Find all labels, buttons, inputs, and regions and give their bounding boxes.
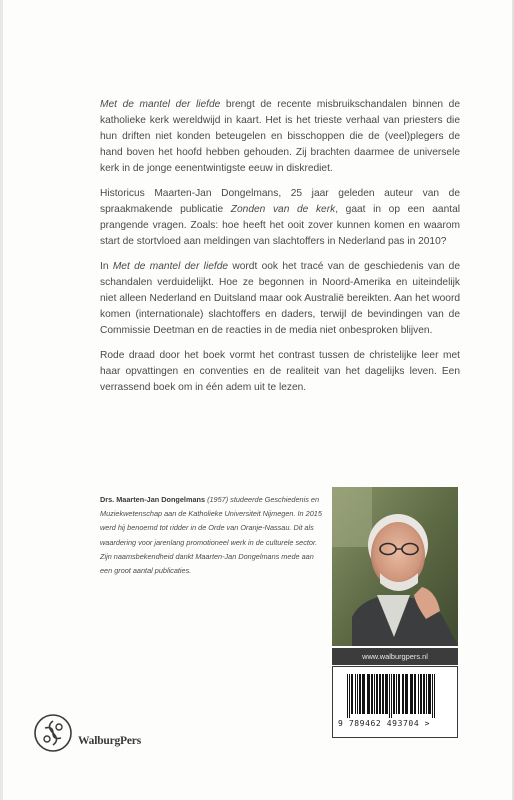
barcode-bars — [341, 674, 451, 718]
barcode-guard-bar — [434, 674, 435, 718]
book-title: Met de mantel der liefde — [100, 99, 221, 110]
barcode-guard-bar — [349, 674, 350, 718]
barcode-bar — [420, 674, 422, 714]
barcode-guard-bar — [347, 674, 348, 718]
barcode-bar — [393, 674, 395, 714]
blurb-paragraph-1-text: brengt de recente misbruikschandalen binnen de katholieke kerk wereldwijd in kaart. Het is het trieste verhaal van priesters die hun driften niet konden beteugelen en bisschoppen die de (veel)plegers de hand boven het hoofd hebben gehouden. Zij brachten daarmee de universele kerk in de jonge eenentwintigste eeuw in diskrediet. — [100, 99, 461, 175]
author-bio — [100, 493, 324, 578]
blurb-paragraph-3-text-a: In — [100, 261, 113, 273]
book-title-inline: Met de mantel der liefde — [112, 261, 229, 273]
blurb-text — [100, 97, 460, 405]
barcode-bar — [402, 674, 404, 714]
author-name: Drs. Maarten-Jan Dongelmans — [100, 495, 206, 504]
barcode-bar — [396, 674, 397, 714]
barcode-bar — [379, 674, 381, 714]
publisher-logo — [32, 712, 152, 762]
barcode-bar — [423, 674, 425, 714]
barcode-bar — [376, 674, 378, 714]
barcode-bar — [382, 674, 384, 714]
isbn-barcode — [332, 666, 458, 738]
barcode-guard-bar — [432, 674, 433, 718]
barcode-bar — [357, 674, 358, 714]
walburgpers-emblem-icon — [32, 712, 74, 754]
barcode-bar — [414, 674, 416, 714]
barcode-bar — [371, 674, 373, 714]
blurb-paragraph-1 — [100, 97, 460, 177]
blurb-paragraph-2 — [100, 186, 460, 250]
barcode-bar — [374, 674, 375, 714]
blurb-paragraph-3 — [100, 259, 460, 339]
author-photo — [332, 487, 458, 646]
barcode-bar — [355, 674, 356, 714]
publisher-name: WalburgPers — [78, 735, 141, 747]
publisher-website: www.walburgpers.nl — [332, 648, 458, 665]
barcode-bar — [367, 674, 370, 714]
barcode-bar — [398, 674, 400, 714]
blurb-paragraph-2-text-a: Historicus Maarten-Jan Dongelmans, 25 jaar geleden auteur van de spraakmakende publicatie — [100, 188, 460, 216]
barcode-bar — [428, 674, 431, 714]
barcode-guard-bar — [391, 674, 392, 718]
barcode-guard-bar — [389, 674, 390, 718]
blurb-paragraph-2-text-b: , gaat in op een aantal prangende vragen. Zoals: hoe heeft het ooit zover kunnen komen en waarom start de stortvloed aan meldingen van slachtoffers in Nederland pas in 2010? — [100, 204, 461, 248]
author-bio-text: studeerde Geschiedenis en Muziekwetenschap aan de Katholieke Universiteit Nijmegen. In 2015 werd hij benoemd tot ridder in de Orde van Oranje-Nassau. Dit als waardering voor jarenlang promotioneel werk in de culturele sector. Zijn naamsbekendheid dankt Maarten-Jan Dongelmans mede aan een groot aantal publicaties. — [100, 495, 322, 576]
author-birth-year: (1957) — [207, 495, 229, 504]
barcode-bar — [351, 674, 353, 714]
isbn-number: 9 789462 493704 > — [338, 719, 431, 728]
barcode-bar — [426, 674, 427, 714]
barcode-bar — [410, 674, 413, 714]
blurb-paragraph-4: Rode draad door het boek vormt het contrast tussen de christelijke leer met haar opvattingen en conventies en de realiteit van het dagelijks leven. Een verrassend boek om in één adem uit te lezen. — [100, 350, 460, 394]
author-portrait-image — [332, 487, 458, 646]
earlier-book-title: Zonden van de kerk — [230, 204, 336, 216]
barcode-bar — [362, 674, 365, 714]
barcode-bar — [385, 674, 388, 714]
barcode-bar — [418, 674, 419, 714]
barcode-bar — [405, 674, 408, 714]
barcode-bar — [359, 674, 361, 714]
blurb-paragraph-3-text-b: wordt ook het tracé van de geschiedenis van de schandalen verduidelijkt. Hoe ze begonnen in Noord-Amerika en uiteindelijk niet alleen Nederland en Duitsland maar ook Australië bereikten. Aan het woord komen (internationale) slachtoffers en daders, terwijl de bevindingen van de Commissie Deetman en de reacties in de media niet onbesproken blijven. — [100, 261, 460, 337]
